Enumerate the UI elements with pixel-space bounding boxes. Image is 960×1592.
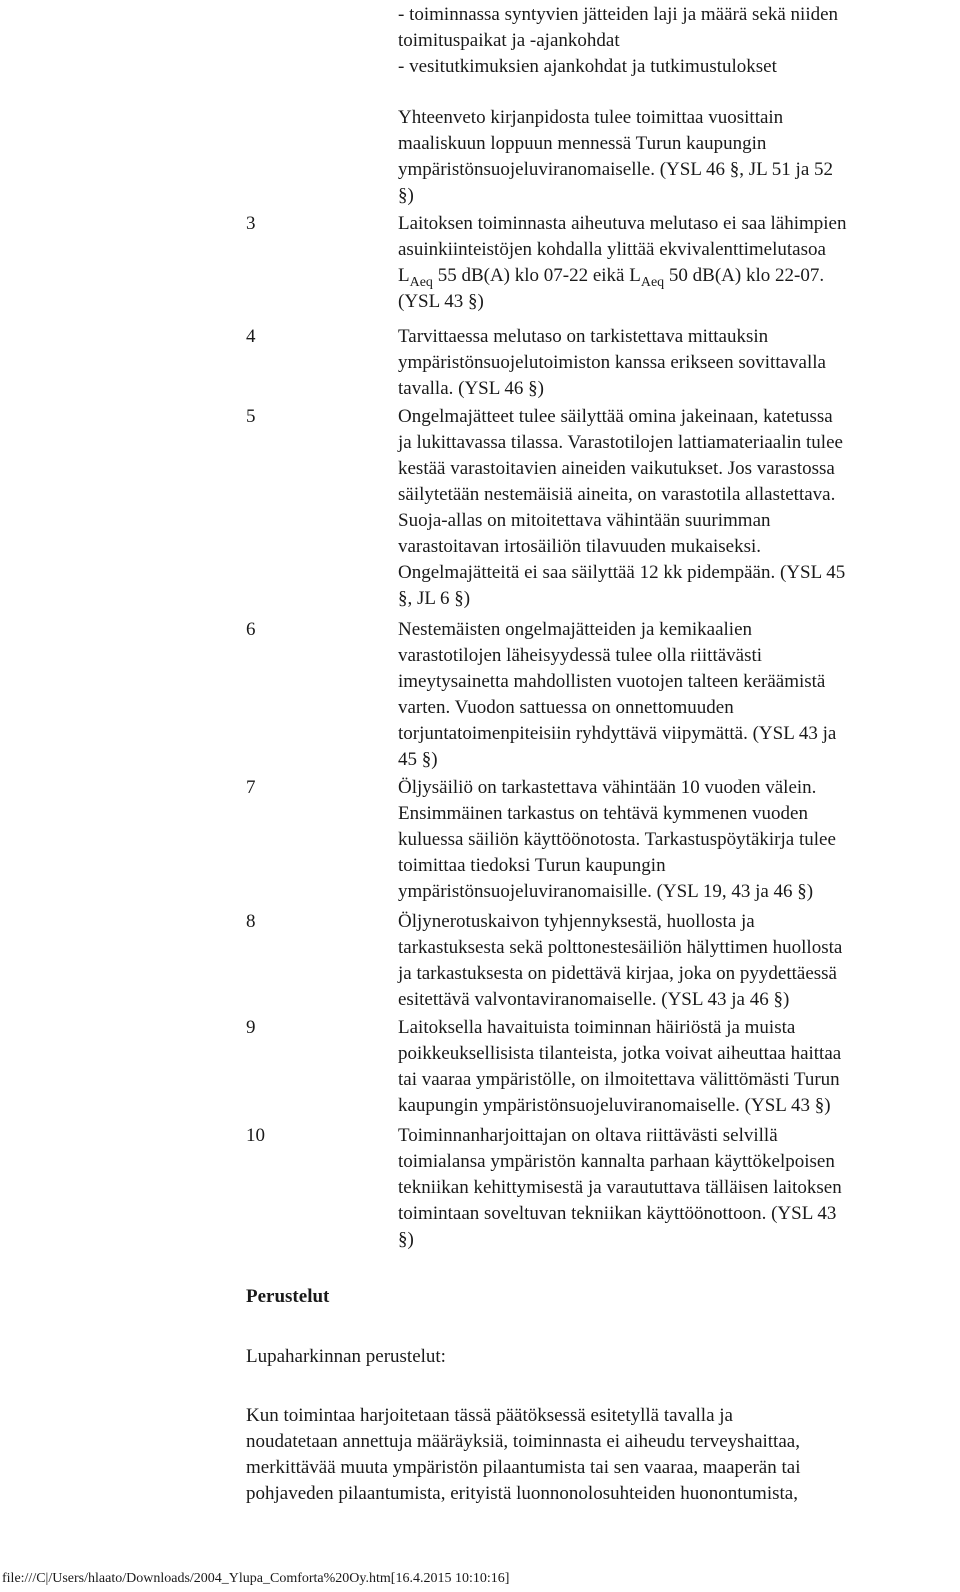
laeq-subscript: Aeq [409, 275, 433, 290]
item-text-10: Toiminnanharjoittajan on oltava riittävästi selvillä toimialansa ympäristön kannalta parhaan käyttökelpoisen tekniikan kehittymisestä ja varaututtava tälläisen laitoksen toimintaan soveltuvan tekniikan käyttöönottoon. (YSL 43 §) [398, 1125, 842, 1250]
item-text-5: Ongelmajätteet tulee säilyttää omina jakeinaan, katetussa ja lukittavassa tilassa. Varastotilojen lattiamateriaalin tulee kestää varastoitavien aineiden vaikutukset. Jos varastossa säilytetään nestemäisiä aineita, on varastotila allastettava. Suoja-allas on mitoitettava vähintään suurimman varastoitavan irtosäiliön tilavuuden mukaiseksi. Ongelmajätteitä ei saa säilyttää 12 kk pidempään. (YSL 45 §, JL 6 §) [398, 406, 846, 609]
reasoning-paragraph: Kun toimintaa harjoitetaan tässä päätöksessä esitetyllä tavalla ja noudatetaan annettuja määräyksiä, toiminnasta ei aiheudu terveyshaittaa, merkittävää muuta ympäristön pilaantumista tai sen vaaraa, maaperän tai pohjaveden pilaantumista, erityistä luonnonolosuhteiden huonontumista, [246, 1405, 801, 1504]
laeq-subscript: Aeq [640, 275, 665, 290]
item-text-8: Öljynerotuskaivon tyhjennyksestä, huollosta ja tarkastuksesta sekä polttonestesäiliön hälyttimen huollosta ja tarkastuksesta on pidettävä kirjaa, joka on pyydettäessä esitettävä valvontaviranomaiselle. (YSL 43 ja 46 §) [398, 911, 843, 1010]
reasoning-label: Lupaharkinnan perustelut: [246, 1346, 446, 1367]
item-number-9: 9 [246, 1017, 256, 1038]
item-3-day-limit: 55 dB(A) klo 07-22 eikä L [432, 265, 641, 286]
page-footer-url: file:///C|/Users/hlaato/Downloads/2004_Ylupa_Comforta%20Oy.htm[16.4.2015 10:10:16] [2, 1571, 510, 1586]
top-list-block: - toiminnassa syntyvien jätteiden laji ja määrä sekä niiden toimituspaikat ja -ajankohdat - vesitutkimuksien ajankohdat ja tutkimustulokset [398, 4, 839, 77]
item-3-line-2: asuinkiinteistöjen kohdalla ylittää ekvivalenttimelutasoa [398, 239, 826, 260]
item-text-6: Nestemäisten ongelmajätteiden ja kemikaalien varastotilojen läheisyydessä tulee olla riittävästi imeytysainetta mahdollisten vuotojen talteen keräämistä varten. Vuodon sattuessa on onnettomuuden torjuntatoimenpiteisiin ryhdyttävä viipymättä. (YSL 43 ja 45 §) [398, 619, 837, 770]
item-text-4: Tarvittaessa melutaso on tarkistettava mittauksin ympäristönsuojelutoimiston kanssa erikseen sovittavalla tavalla. (YSL 46 §) [398, 326, 826, 399]
summary-paragraph: Yhteenveto kirjanpidosta tulee toimittaa vuosittain maaliskuun loppuun mennessä Turun kaupungin ympäristönsuojeluviranomaiselle. (YSL 46 §, JL 51 ja 52 §) [398, 107, 833, 206]
laeq-symbol: L [398, 265, 410, 286]
section-heading-perustelut: Perustelut [246, 1286, 330, 1307]
item-number-3: 3 [246, 213, 256, 234]
item-3-line-1: Laitoksen toiminnasta aiheutuva melutaso ei saa lähimpien [398, 213, 847, 234]
item-3-line-3 [398, 263, 954, 289]
item-text-7: Öljysäiliö on tarkastettava vähintään 10 vuoden välein. Ensimmäinen tarkastus on tehtävä kymmenen vuoden kuluessa säiliön käyttöönotosta. Tarkastuspöytäkirja tulee toimittaa tiedoksi Turun kaupungin ympäristönsuojeluviranomaisille. (YSL 19, 43 ja 46 §) [398, 777, 836, 902]
item-number-7: 7 [246, 777, 256, 798]
item-3-night-limit: 50 dB(A) klo 22-07. [664, 265, 825, 286]
item-number-10: 10 [246, 1125, 265, 1146]
item-number-4: 4 [246, 326, 256, 347]
item-number-8: 8 [246, 911, 256, 932]
item-number-6: 6 [246, 619, 256, 640]
item-text-3 [398, 211, 954, 315]
item-text-9: Laitoksella havaituista toiminnan häiriöstä ja muista poikkeuksellisista tilanteista, jotka voivat aiheuttaa haittaa tai vaaraa ympäristölle, on ilmoitettava välittömästi Turun kaupungin ympäristönsuojeluviranomaiselle. (YSL 43 §) [398, 1017, 842, 1116]
item-number-5: 5 [246, 406, 256, 427]
item-3-line-4: (YSL 43 §) [398, 291, 484, 312]
